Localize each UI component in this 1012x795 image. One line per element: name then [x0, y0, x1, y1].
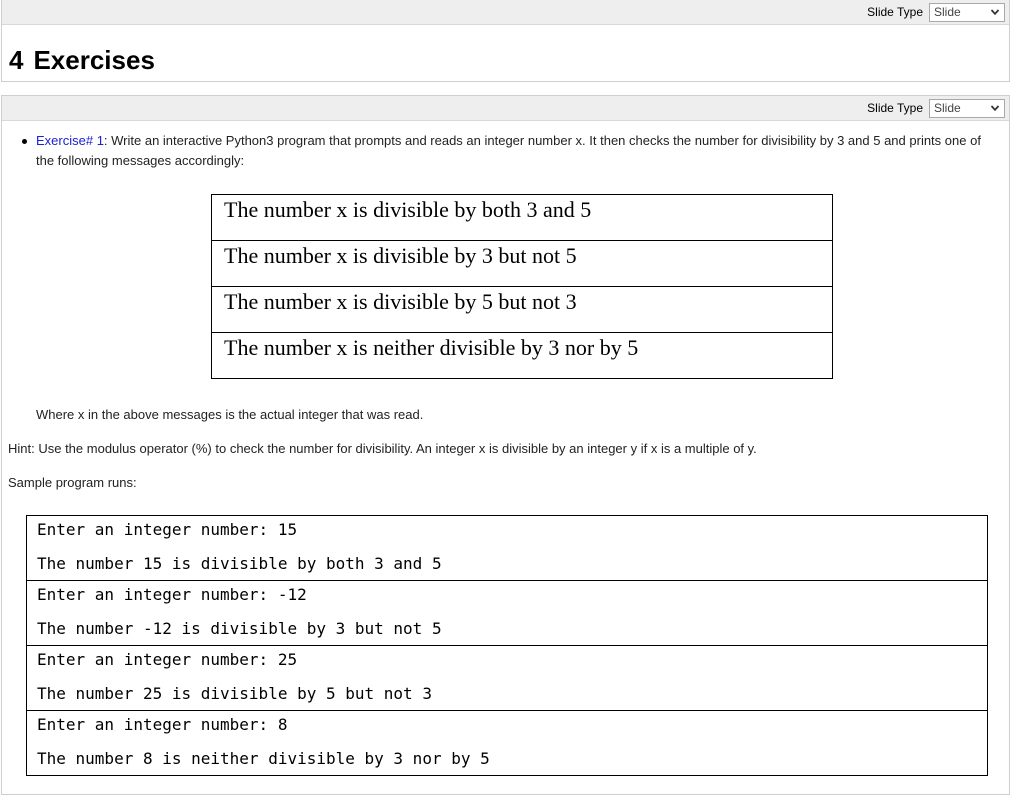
run-cell: [27, 516, 988, 581]
where-note: Where x in the above messages is the actual integer that was read.: [36, 407, 424, 422]
slide-type-select[interactable]: [929, 3, 1005, 22]
sample-runs-label: Sample program runs:: [8, 475, 137, 490]
table-row: [212, 287, 833, 333]
exercise-link[interactable]: Exercise# 1: [36, 133, 104, 148]
message-cell: The number x is divisible by 3 but not 5: [212, 241, 833, 287]
table-row: [212, 241, 833, 287]
cell-toolbar: [2, 96, 1009, 121]
table-row: [27, 646, 988, 711]
run-output: The number 15 is divisible by both 3 and 5: [37, 554, 442, 573]
run-cell: [27, 646, 988, 711]
message-cell: The number x is neither divisible by 3 nor by 5: [212, 333, 833, 379]
slide-type-select[interactable]: [929, 99, 1005, 118]
run-output: The number 25 is divisible by 5 but not 3: [37, 684, 432, 703]
table-row: [212, 195, 833, 241]
slide-type-value: Slide: [934, 101, 961, 115]
section-title: Exercises: [33, 45, 155, 75]
exercise-list-item: [22, 131, 982, 171]
run-prompt: Enter an integer number: 25: [37, 650, 298, 669]
bullet-icon: [22, 139, 27, 144]
table-row: [212, 333, 833, 379]
slide-type-label: Slide Type: [867, 5, 923, 19]
run-prompt: Enter an integer number: 15: [37, 520, 298, 539]
hint-text: Hint: Use the modulus operator (%) to check the number for divisibility. An integer x is divisible by an integer y if x is a multiple of y.: [8, 441, 757, 456]
run-output: The number -12 is divisible by 3 but not 5: [37, 619, 442, 638]
chevron-down-icon: [990, 7, 1000, 17]
run-prompt: Enter an integer number: 8: [37, 715, 288, 734]
chevron-down-icon: [990, 103, 1000, 113]
run-prompt: Enter an integer number: -12: [37, 585, 307, 604]
exercise-description: [36, 131, 982, 171]
run-cell: [27, 581, 988, 646]
message-cell: The number x is divisible by both 3 and 5: [212, 195, 833, 241]
run-output: The number 8 is neither divisible by 3 nor by 5: [37, 749, 490, 768]
cell-toolbar: [2, 0, 1009, 25]
table-row: [27, 711, 988, 776]
messages-table: [211, 194, 833, 379]
run-cell: [27, 711, 988, 776]
section-heading: [9, 45, 155, 76]
slide-type-label: Slide Type: [867, 101, 923, 115]
message-cell: The number x is divisible by 5 but not 3: [212, 287, 833, 333]
heading-cell[interactable]: [1, 0, 1010, 82]
table-row: [27, 581, 988, 646]
slide-type-value: Slide: [934, 5, 961, 19]
exercise-text: : Write an interactive Python3 program that prompts and reads an integer number x. It then checks the number for divisibility by 3 and 5 and prints one of the following messages accordingly:: [36, 133, 981, 168]
sample-runs-table: [26, 515, 988, 776]
table-row: [27, 516, 988, 581]
section-number: 4: [9, 45, 24, 75]
